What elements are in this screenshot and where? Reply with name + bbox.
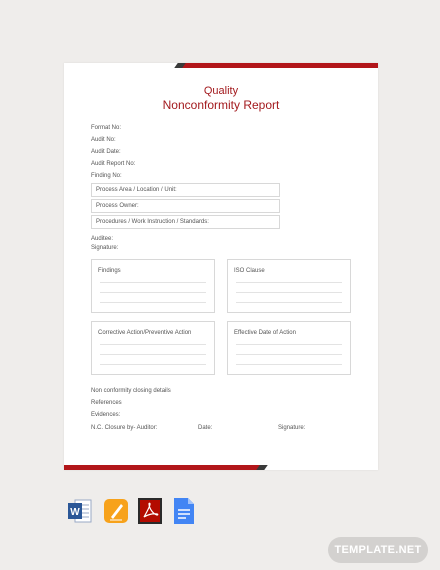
pdf-icon[interactable]	[138, 498, 162, 529]
nc-closure-label: N.C. Closure by- Auditor:	[91, 425, 158, 431]
google-docs-icon[interactable]	[174, 498, 194, 529]
bottom-accent-bar	[64, 465, 260, 470]
findings-label: Findings	[98, 268, 121, 274]
word-icon[interactable]	[68, 498, 92, 529]
process-area-field: Process Area / Location / Unit:	[91, 183, 280, 197]
template-net-watermark: TEMPLATE.NET	[328, 537, 428, 563]
evidences-label: Evidences:	[91, 412, 121, 418]
writing-line	[100, 344, 206, 345]
procedures-field: Procedures / Work Instruction / Standards:	[91, 215, 280, 229]
signature-label: Signature:	[91, 245, 119, 251]
pages-icon[interactable]	[104, 498, 128, 529]
writing-line	[236, 302, 342, 303]
iso-clause-label: ISO Clause	[234, 268, 265, 274]
document-title-line2: Nonconformity Report	[162, 98, 280, 112]
effective-date-box	[227, 321, 351, 375]
writing-line	[236, 354, 342, 355]
writing-line	[236, 344, 342, 345]
finding-no-label: Finding No:	[91, 173, 122, 179]
closing-details-label: Non conformity closing details	[91, 388, 171, 394]
references-label: References	[91, 400, 122, 406]
writing-line	[100, 292, 206, 293]
writing-line	[236, 292, 342, 293]
auditee-label: Auditee:	[91, 236, 114, 242]
svg-text:W: W	[70, 507, 80, 518]
corrective-action-label: Corrective Action/Preventive Action	[98, 330, 192, 336]
document-preview	[64, 63, 378, 470]
iso-clause-box	[227, 259, 351, 313]
writing-line	[100, 302, 206, 303]
findings-box	[91, 259, 215, 313]
top-accent-bar	[182, 63, 378, 68]
process-owner-field: Process Owner:	[91, 199, 280, 213]
writing-line	[100, 282, 206, 283]
writing-line	[100, 354, 206, 355]
writing-line	[236, 282, 342, 283]
corrective-action-box	[91, 321, 215, 375]
writing-line	[236, 364, 342, 365]
date-label: Date:	[198, 425, 213, 431]
audit-date-label: Audit Date:	[91, 149, 121, 155]
audit-no-label: Audit No:	[91, 137, 116, 143]
audit-report-no-label: Audit Report No:	[91, 161, 136, 167]
closure-signature-label: Signature:	[278, 425, 306, 431]
effective-date-label: Effective Date of Action	[234, 330, 296, 336]
writing-line	[100, 364, 206, 365]
document-title-line1: Quality	[203, 85, 239, 97]
format-no-label: Format No:	[91, 125, 122, 131]
